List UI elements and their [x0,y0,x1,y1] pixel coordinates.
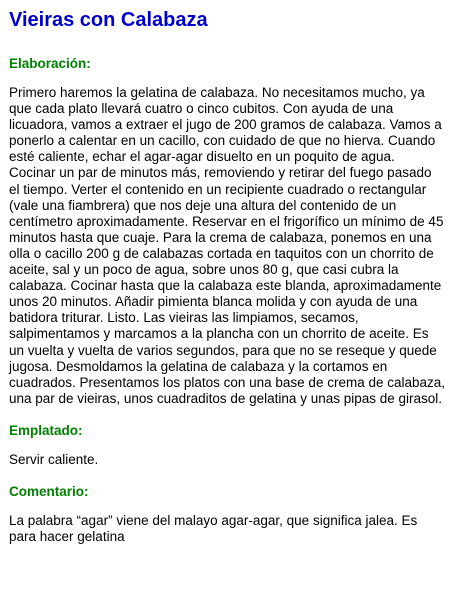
section-heading-elaboracion: Elaboración: [9,56,91,71]
section-heading-comentario: Comentario: [9,483,89,499]
section-emplatado [9,423,445,468]
section-body-comentario: La palabra “agar” viene del malayo agar-agar, que significa jalea. Es para hacer gelatina [9,512,418,545]
section-body-emplatado: Servir caliente. [9,451,99,467]
section-body-elaboracion: Primero haremos la gelatina de calabaza. No necesitamos mucho, ya que cada plato llevará cuatro o cinco cubitos. Con ayuda de una licuadora, vamos a extraer el jugo de 200 gramos de calabaza. Vamos a ponerlo a calentar en un cacillo, con cuidado de que no hierva. Cuando esté caliente, echar el agar-agar disuelto en un poquito de agua. Cocinar un par de minutos más, removiendo y retirar del fuego pasado el tiempo. Verter el contenido en un recipiente cuadrado o rectangular (vale una fiambrera) que nos deje una altura del contenido de un centímetro aproximadamente. Reservar en el frigorífico un mínimo de 45 minutos hasta que cuaje. Para la crema de calabaza, ponemos en una olla o cacillo 200 g de calabazas cortada en taquitos con un chorrito de aceite, sal y un poco de agua, sobre unos 80 g, que casi cubra la calabaza. Cocinar hasta que la calabaza este blanda, aproximadamente unos 20 minutos. Añadir pimienta blanca molida y con ayuda de una batidora triturar. Listo. Las vieiras las limpiamos, secamos, salpimentamos y marcamos a la plancha con un chorrito de aceite. Es un vuelta y vuelta de varios segundos, para que no se reseque y quede jugosa. Desmoldamos la gelatina de calabaza y la cortamos en cuadrados. Presentamos los platos con una base de crema de calabaza, una par de vieiras, unos cuadraditos de gelatina y unas pipas de girasol. [9,85,446,406]
section-comentario [9,484,445,545]
recipe-title: Vieiras con Calabaza [9,9,208,31]
section-heading-emplatado: Emplatado: [9,422,83,438]
section-elaboracion [9,56,445,407]
